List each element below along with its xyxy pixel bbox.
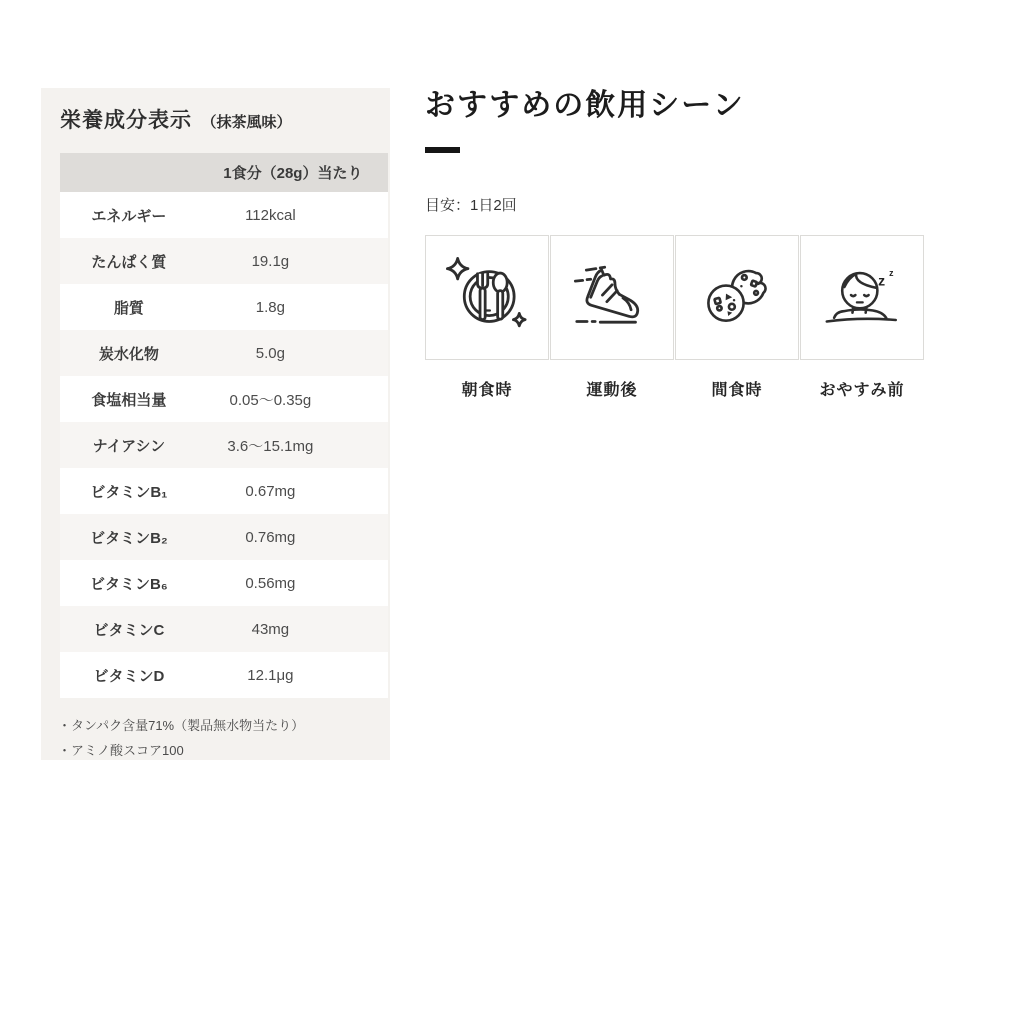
nutrient-label: ビタミンB₁: [90, 483, 168, 501]
nutrient-value: 0.67mg: [245, 482, 296, 500]
nutrient-label: ナイアシン: [92, 437, 166, 455]
nutrient-value: 5.0g: [255, 344, 285, 362]
nutrient-label: ビタミンD: [93, 667, 165, 685]
scene-item-snack: [675, 235, 799, 400]
table-row: [60, 284, 388, 330]
scene-box: [550, 235, 674, 360]
table-row: [60, 330, 388, 376]
nutrient-value: 12.1μg: [247, 666, 294, 684]
footnote-amino-score: ・アミノ酸スコア100: [58, 743, 184, 758]
table-row: [60, 652, 388, 698]
section-heading: おすすめの飲用シーン: [425, 89, 745, 122]
sleep-z-large: z: [878, 272, 886, 289]
nutrition-footnotes: [58, 713, 390, 763]
nutrient-value: 112kcal: [245, 206, 296, 224]
table-row: [60, 192, 388, 238]
nutrition-panel-title: [41, 88, 390, 134]
scene-label: おやすみ前: [819, 382, 905, 399]
nutrition-title-flavor-note: （抹茶風味）: [201, 114, 292, 131]
table-header-empty-cell: [60, 153, 198, 192]
recommended-scenes-section: [425, 88, 945, 400]
nutrition-facts-panel: [41, 88, 390, 760]
scene-box: [800, 235, 924, 360]
table-row: [60, 514, 388, 560]
nutrient-value: 43mg: [251, 620, 290, 638]
nutrient-label: 食塩相当量: [91, 391, 167, 409]
nutrient-value: 3.6〜15.1mg: [227, 437, 314, 455]
table-header-row: [60, 153, 388, 192]
snack-cookies-icon: [693, 254, 781, 342]
scene-box: [675, 235, 799, 360]
table-row: [60, 422, 388, 468]
nutrient-value: 0.05〜0.35g: [229, 391, 312, 409]
nutrient-value: 1.8g: [255, 298, 285, 316]
scene-label: 運動後: [586, 382, 638, 399]
table-row: [60, 238, 388, 284]
table-row: [60, 376, 388, 422]
table-row: [60, 606, 388, 652]
scene-label: 間食時: [711, 382, 763, 399]
nutrient-label: たんぱく質: [91, 253, 167, 271]
scene-item-sleep: [800, 235, 924, 400]
nutrient-label: 炭水化物: [98, 345, 159, 363]
sleeping-person-icon: [818, 254, 906, 342]
breakfast-plate-icon: [443, 254, 531, 342]
scene-list: [425, 235, 945, 400]
scene-box: [425, 235, 549, 360]
nutrient-label: ビタミンC: [93, 621, 165, 639]
nutrition-title-text: 栄養成分表示: [60, 109, 192, 132]
nutrient-label: ビタミンB₆: [90, 575, 168, 593]
table-row: [60, 560, 388, 606]
nutrient-value: 19.1g: [251, 252, 290, 270]
nutrient-label: 脂質: [113, 299, 144, 317]
nutrient-label: ビタミンB₂: [90, 529, 168, 547]
table-header-serving: 1食分（28g）当たり: [223, 165, 363, 182]
table-row: [60, 468, 388, 514]
scene-item-exercise: [550, 235, 674, 400]
footnote-protein-content: ・タンパク含量71%（製品無水物当たり）: [58, 718, 305, 733]
nutrition-table: [60, 153, 388, 698]
sleep-z-small: z: [889, 267, 894, 278]
dosage-guide-text: 目安：1日2回: [425, 197, 517, 214]
nutrient-value: 0.76mg: [245, 528, 296, 546]
scene-item-breakfast: [425, 235, 549, 400]
nutrient-value: 0.56mg: [245, 574, 296, 592]
nutrient-label: エネルギー: [91, 207, 167, 225]
scene-label: 朝食時: [461, 382, 513, 399]
heading-accent-bar: [425, 147, 460, 153]
running-shoe-icon: [568, 254, 656, 342]
